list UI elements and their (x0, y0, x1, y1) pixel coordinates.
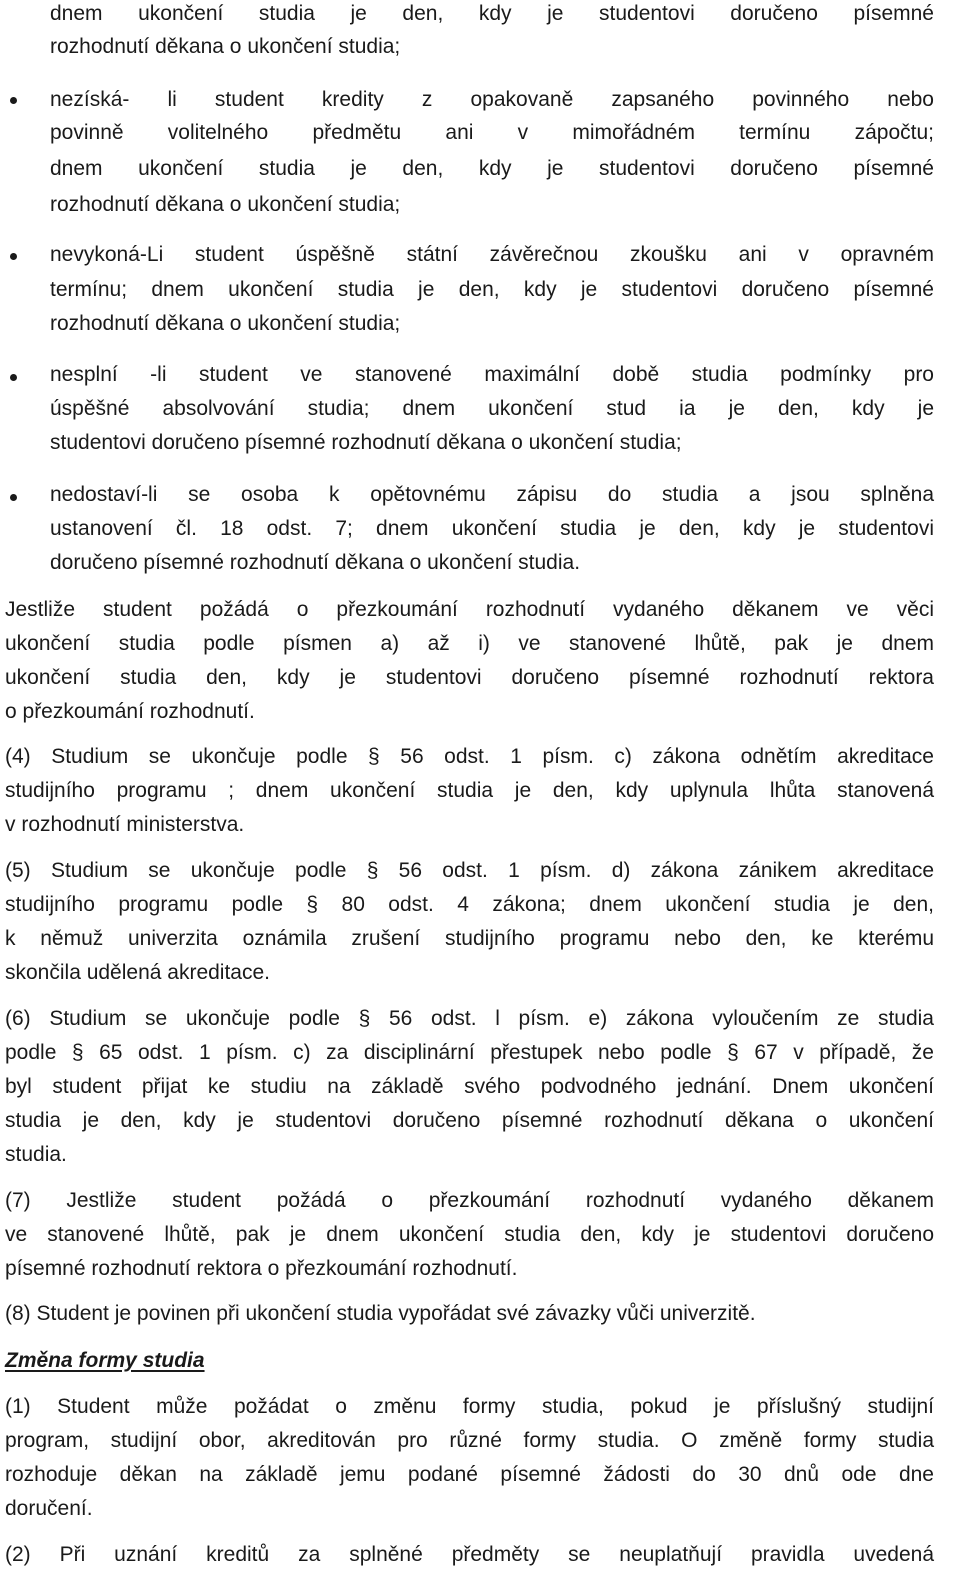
section-heading-text: Změna formy studia (5, 1349, 205, 1372)
bullet-item-0-line-0: dnem ukončení studia je den, kdy je studentovi doručeno písemné (50, 2, 934, 25)
paragraph-4-line-2: písemné rozhodnutí rektora o přezkoumání rozhodnutí. (5, 1257, 518, 1280)
bullet-item-1-line-3: rozhodnutí děkana o ukončení studia; (50, 193, 401, 216)
paragraph-0-line-2: ukončení studia den, kdy je studentovi doručeno písemné rozhodnutí rektora (5, 666, 934, 689)
bullet-item-2-line-1: termínu; dnem ukončení studia je den, kdy je studentovi doručeno písemné (50, 278, 934, 301)
section-paragraph-0-line-1: program, studijní obor, akreditován pro různé formy studia. O změně formy studia (5, 1429, 934, 1452)
bullet-point-icon (10, 97, 17, 104)
bullet-item-4-line-0: nedostaví-li se osoba k opětovnému zápisu do studia a jsou splněna (50, 483, 934, 506)
bullet-item-1-line-0: nezíská- li student kredity z opakovaně zapsaného povinného nebo (50, 88, 934, 111)
bullet-item-1-line-2: dnem ukončení studia je den, kdy je studentovi doručeno písemné (50, 157, 934, 180)
paragraph-3-line-1: podle § 65 odst. 1 písm. c) za disciplinární přestupek nebo podle § 67 v případě, že (5, 1041, 934, 1064)
section-paragraph-0-line-2: rozhoduje děkan na základě jemu podané písemné žádosti do 30 dnů ode dne (5, 1463, 934, 1486)
paragraph-0-line-3: o přezkoumání rozhodnutí. (5, 700, 255, 723)
paragraph-2-line-2: k němuž univerzita oznámila zrušení studijního programu nebo den, ke kterému (5, 927, 934, 950)
paragraph-3-line-4: studia. (5, 1143, 67, 1166)
bullet-point-icon (10, 494, 17, 501)
bullet-item-3-line-1: úspěšné absolvování studia; dnem ukončení stud ia je den, kdy je (50, 397, 934, 420)
paragraph-4-line-0: (7) Jestliže student požádá o přezkoumání rozhodnutí vydaného děkanem (5, 1189, 934, 1212)
bullet-item-2-line-0: nevykoná-Li student úspěšně státní závěrečnou zkoušku ani v opravném (50, 243, 934, 266)
section-paragraph-0-line-3: doručení. (5, 1497, 93, 1520)
paragraph-2-line-0: (5) Studium se ukončuje podle § 56 odst. 1 písm. d) zákona zánikem akreditace (5, 859, 934, 882)
paragraph-3-line-2: byl student přijat ke studiu na základě svého podvodného jednání. Dnem ukončení (5, 1075, 934, 1098)
section-paragraph-0-line-0: (1) Student může požádat o změnu formy studia, pokud je příslušný studijní (5, 1395, 934, 1418)
paragraph-2-line-3: skončila udělená akreditace. (5, 961, 271, 984)
paragraph-0-line-0: Jestliže student požádá o přezkoumání rozhodnutí vydaného děkanem ve věci (5, 598, 934, 621)
section-paragraph-1-line-0: (2) Při uznání kreditů za splněné předměty se neuplatňují pravidla uvedená (5, 1543, 934, 1566)
paragraph-0-line-1: ukončení studia podle písmen a) až i) ve stanovené lhůtě, pak je dnem (5, 632, 934, 655)
paragraph-3-line-0: (6) Studium se ukončuje podle § 56 odst. l písm. e) zákona vyloučením ze studia (5, 1007, 934, 1030)
bullet-item-2-line-2: rozhodnutí děkana o ukončení studia; (50, 312, 401, 335)
section-heading (5, 1347, 934, 1375)
bullet-item-4-line-1: ustanovení čl. 18 odst. 7; dnem ukončení studia je den, kdy je studentovi (50, 517, 934, 540)
paragraph-3-line-3: studia je den, kdy je studentovi doručeno písemné rozhodnutí děkana o ukončení (5, 1109, 934, 1132)
paragraph-1-line-0: (4) Studium se ukončuje podle § 56 odst. 1 písm. c) zákona odnětím akreditace (5, 745, 934, 768)
paragraph-1-line-1: studijního programu ; dnem ukončení studia je den, kdy uplynula lhůta stanovená (5, 779, 934, 802)
bullet-item-3-line-2: studentovi doručeno písemné rozhodnutí děkana o ukončení studia; (50, 431, 682, 454)
paragraph-4-line-1: ve stanovené lhůtě, pak je dnem ukončení studia den, kdy je studentovi doručeno (5, 1223, 934, 1246)
bullet-item-1-line-1: povinně volitelného předmětu ani v mimořádném termínu zápočtu; (50, 121, 934, 144)
bullet-item-3-line-0: nesplní -li student ve stanovené maximální době studia podmínky pro (50, 363, 934, 386)
bullet-point-icon (10, 374, 17, 381)
bullet-item-0-line-1: rozhodnutí děkana o ukončení studia; (50, 35, 401, 58)
bullet-item-4-line-2: doručeno písemné rozhodnutí děkana o ukončení studia. (50, 551, 581, 574)
paragraph-2-line-1: studijního programu podle § 80 odst. 4 zákona; dnem ukončení studia je den, (5, 893, 934, 916)
bullet-point-icon (10, 253, 17, 260)
paragraph-5-line-0: (8) Student je povinen při ukončení studia vypořádat své závazky vůči univerzitě. (5, 1302, 756, 1325)
paragraph-1-line-2: v rozhodnutí ministerstva. (5, 813, 245, 836)
